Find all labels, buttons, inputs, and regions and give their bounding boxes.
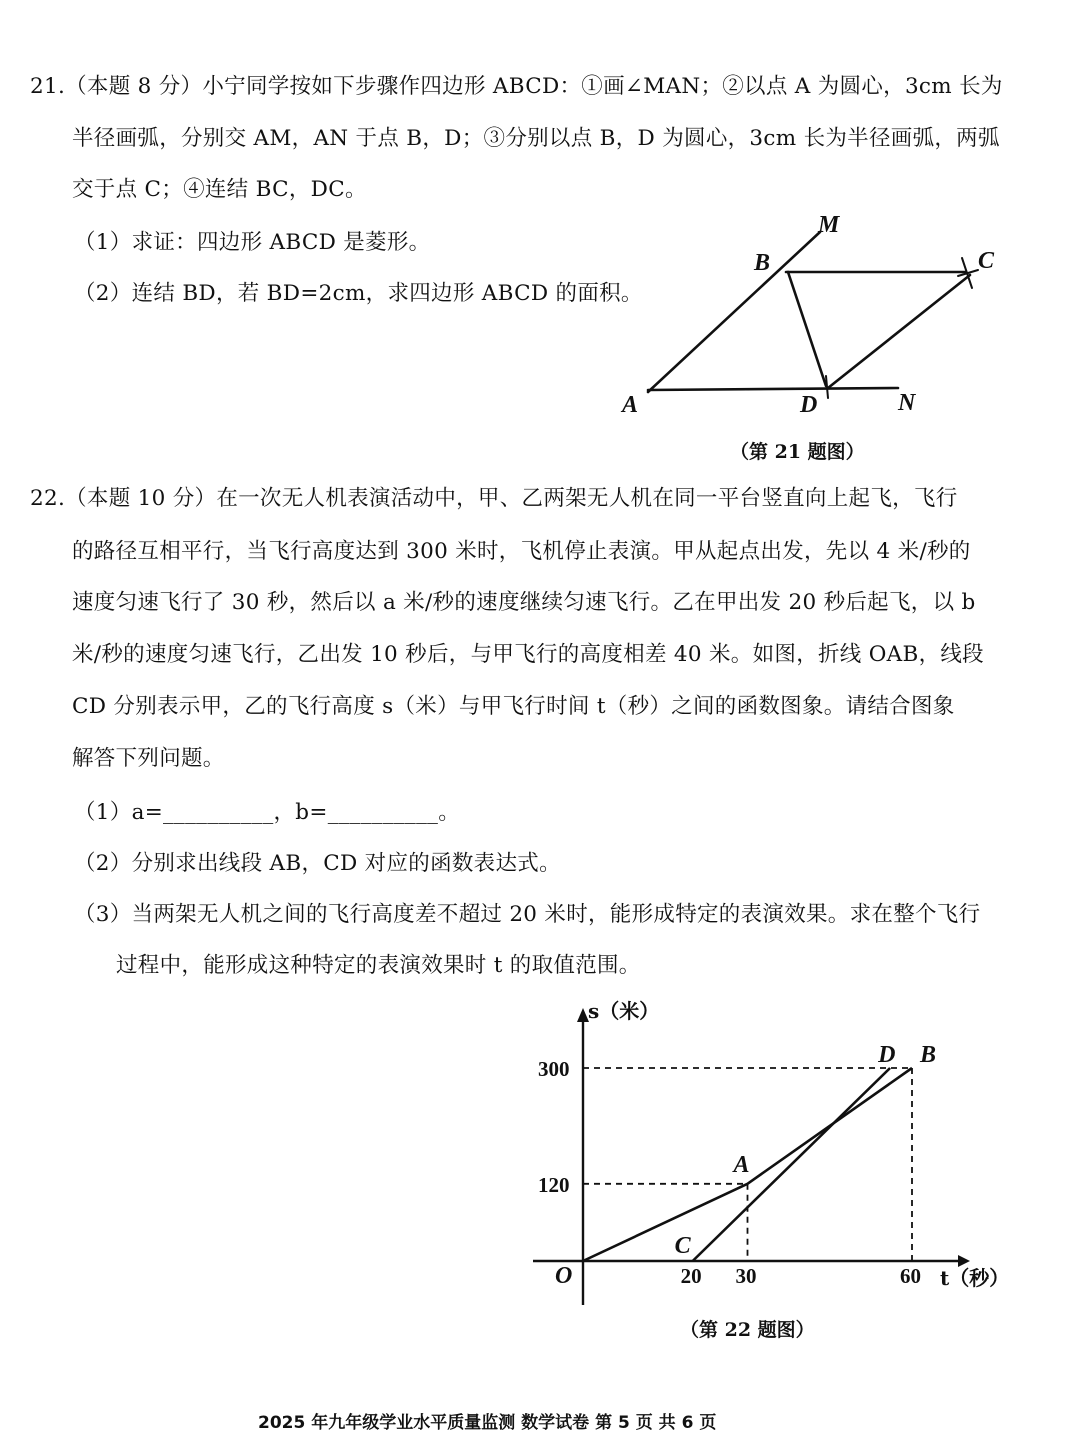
y-tick-300: 300 [538, 1057, 570, 1081]
q21-figure-caption: （第 21 题图） [730, 441, 865, 463]
x-tick-30: 30 [735, 1264, 757, 1288]
x-tick-20: 20 [680, 1264, 702, 1288]
q21-part-1: （1）求证：四边形 ABCD 是菱形。 [74, 230, 431, 255]
q22-part-3-cont: 过程中，能形成这种特定的表演效果时 t 的取值范围。 [116, 953, 641, 978]
q21-line-3: 交于点 C；④连结 BC，DC。 [72, 177, 367, 202]
y-tick-120: 120 [538, 1172, 570, 1197]
origin-label: O [555, 1263, 573, 1289]
q22-line-2: 的路径互相平行，当飞行高度达到 300 米时，飞机停止表演。甲从起点出发，先以 4 米/秒的 [72, 539, 971, 564]
label-n: N [898, 390, 916, 416]
label-a: A [622, 392, 639, 418]
q22-line-1: 22.（本题 10 分）在一次无人机表演活动中，甲、乙两架无人机在同一平台竖直向上起飞，飞行 [30, 486, 958, 511]
q22-line-3: 速度匀速飞行了 30 秒，然后以 a 米/秒的速度继续匀速飞行。乙在甲出发 20 秒后起飞，以 b [72, 590, 976, 615]
label-b: B [754, 250, 771, 276]
point-label-d: D [878, 1042, 896, 1068]
q22-figure-caption: （第 22 题图） [680, 1319, 815, 1341]
q21-line-2: 半径画弧，分别交 AM，AN 于点 B，D；③分别以点 B，D 为圆心，3cm 长为半径画弧，两弧 [72, 126, 1000, 151]
q22-line-5: CD 分别表示甲，乙的飞行高度 s（米）与甲飞行时间 t（秒）之间的函数图象。请结合图象 [72, 694, 955, 719]
y-axis-label: s（米） [588, 999, 660, 1023]
label-d: D [800, 392, 818, 418]
q22-line-6: 解答下列问题。 [72, 746, 225, 771]
page-footer: 2025 年九年级学业水平质量监测 数学试卷 第 5 页 共 6 页 [258, 1413, 717, 1433]
q22-part-1: （1）a=__________，b=__________。 [74, 800, 460, 825]
series-yi-cd [693, 1068, 890, 1261]
point-label-c: C [674, 1233, 691, 1259]
q22-line-4: 米/秒的速度匀速飞行，乙出发 10 秒后，与甲飞行的高度相差 40 米。如图，折线 OAB，线段 [72, 642, 984, 667]
q21-part-2: （2）连结 BD，若 BD=2cm，求四边形 ABCD 的面积。 [74, 281, 643, 306]
label-c: C [978, 248, 995, 274]
x-axis-label: t（秒） [940, 1266, 1010, 1290]
q21-line-1: 21.（本题 8 分）小宁同学按如下步骤作四边形 ABCD：①画∠MAN；②以点 A 为圆心，3cm 长为 [30, 74, 1003, 99]
label-m: M [818, 212, 840, 238]
x-tick-60: 60 [900, 1264, 921, 1288]
q22-part-2: （2）分别求出线段 AB，CD 对应的函数表达式。 [74, 851, 561, 876]
point-label-a: A [733, 1151, 750, 1178]
q22-part-3: （3）当两架无人机之间的飞行高度差不超过 20 米时，能形成特定的表演效果。求在整个飞行 [74, 902, 981, 927]
point-label-b: B [920, 1042, 937, 1068]
